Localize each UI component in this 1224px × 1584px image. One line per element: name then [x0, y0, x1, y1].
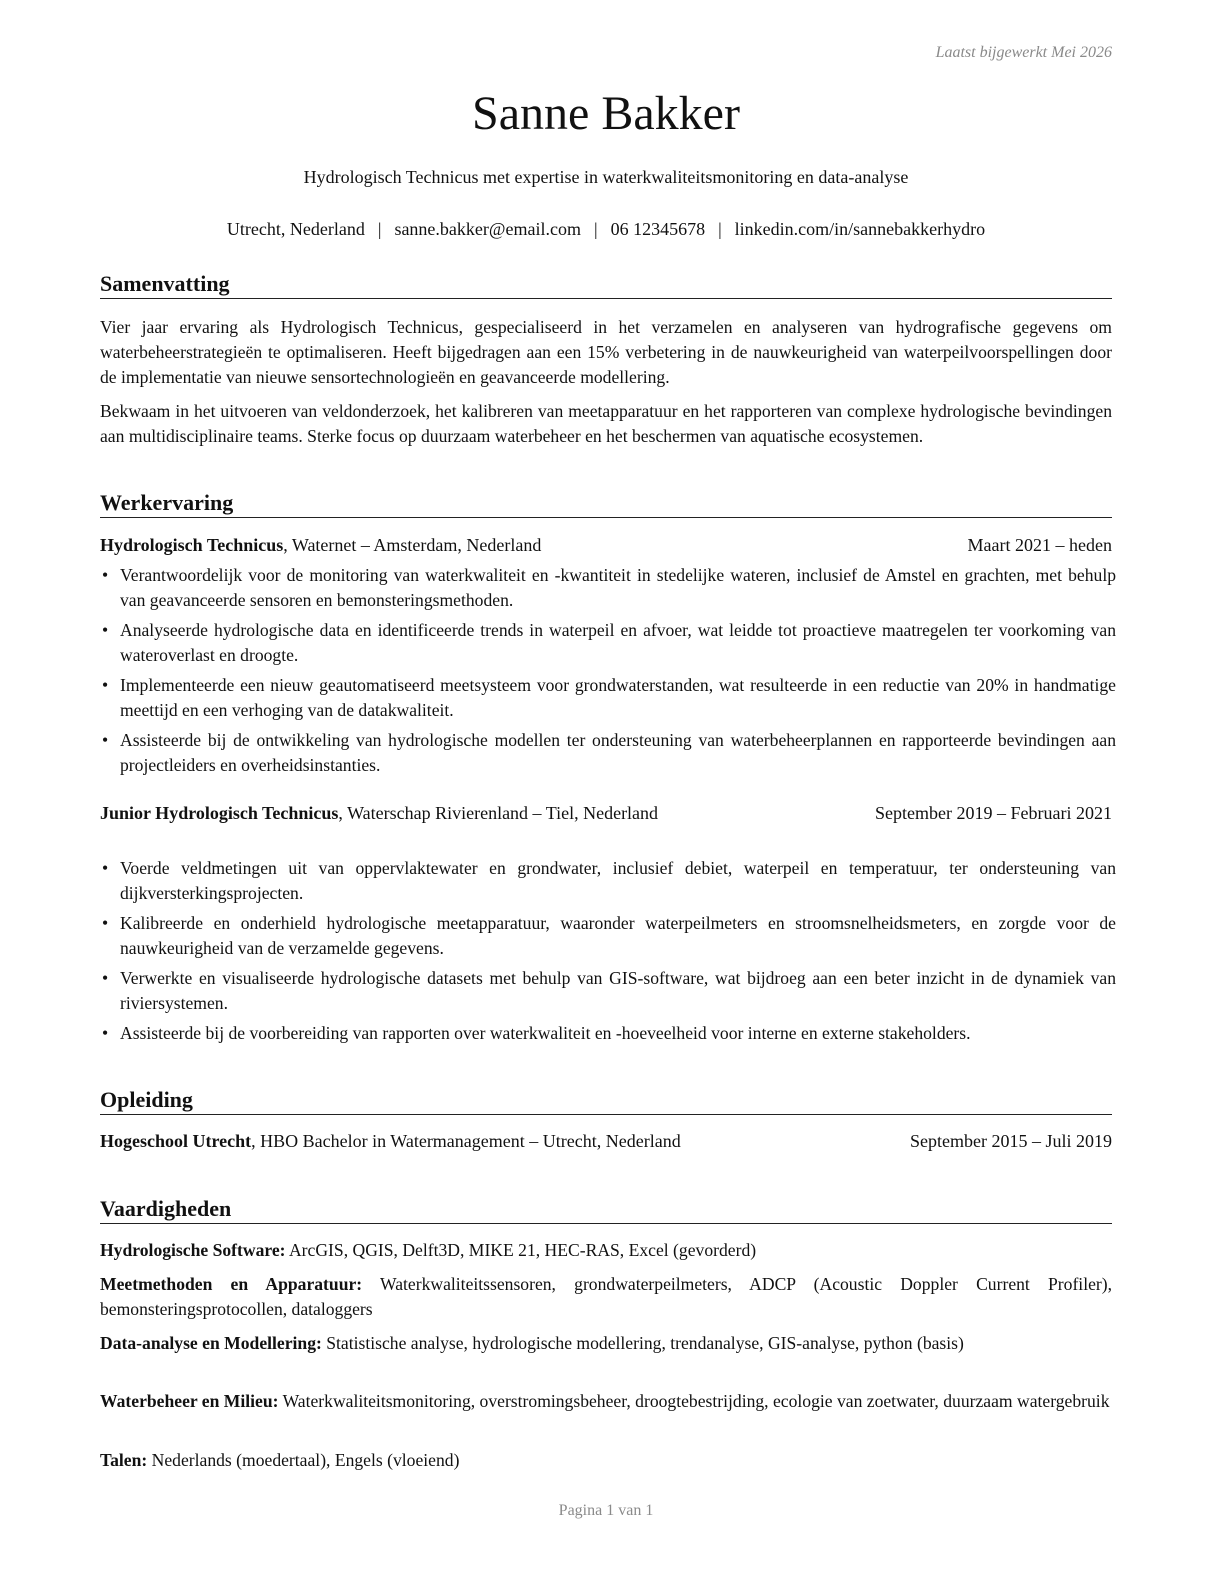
list-item: • Voerde veldmetingen uit van oppervlaktewater en grondwater, inclusief debiet, waterpeil en temperatuur, ter ondersteuning van dijkversterkingsprojecten. — [102, 858, 1116, 903]
phone: 06 12345678 — [610, 219, 706, 239]
list-item: • Implementeerde een nieuw geautomatiseerd meetsysteem voor grondwaterstanden, wat resulteerde in een reductie van 20% in handmatige meettijd en een verhoging van de datakwaliteit. — [102, 675, 1116, 720]
skill-line: Data-analyse en Modellering: Statistische analyse, hydrologische modellering, trendanalyse, GIS-analyse, python (basis) — [100, 1333, 964, 1353]
separator: | — [718, 219, 722, 239]
job-role: Hydrologisch Technicus — [100, 535, 284, 555]
job-bullets — [100, 856, 1116, 1051]
job-dates: September 2019 – Februari 2021 — [875, 803, 1112, 823]
resume-page — [100, 0, 1116, 1584]
bullet-icon: • — [102, 565, 109, 585]
section-title-education: Opleiding — [100, 1088, 1112, 1115]
page-number: Pagina 1 van 1 — [558, 1502, 654, 1519]
headline: Hydrologisch Technicus met expertise in waterkwaliteitsmonitoring en data-analyse — [303, 167, 909, 187]
section-title-skills: Vaardigheden — [100, 1197, 1112, 1224]
skill-line: Talen: Nederlands (moedertaal), Engels (vloeiend) — [100, 1450, 460, 1470]
list-item: • Verantwoordelijk voor de monitoring van waterkwaliteit en -kwantiteit in stedelijke wateren, inclusief de Amstel en grachten, met behulp van geavanceerde sensoren en bemonsteringsmethoden. — [102, 565, 1116, 610]
last-updated: Laatst bijgewerkt Mei 2026 — [935, 44, 1112, 61]
contact-line — [100, 219, 1112, 240]
separator: | — [377, 219, 382, 239]
section-title-experience: Werkervaring — [100, 491, 1112, 518]
education-header — [100, 1129, 1112, 1179]
bullet-icon: • — [102, 968, 109, 988]
email-link[interactable]: sanne.bakker@email.com — [394, 219, 581, 239]
education-dates: September 2015 – Juli 2019 — [910, 1131, 1112, 1151]
list-item: • Verwerkte en visualiseerde hydrologische datasets met behulp van GIS-software, wat bijdroeg aan een beter inzicht in de dynamiek van riviersystemen. — [102, 968, 1116, 1013]
job-org: , Waternet – Amsterdam, Nederland — [283, 535, 542, 555]
bullet-icon: • — [102, 675, 109, 695]
school-name: Hogeschool Utrecht — [100, 1131, 252, 1151]
list-item: • Assisteerde bij de voorbereiding van rapporten over waterkwaliteit en -hoeveelheid voor interne en externe stakeholders. — [100, 1021, 1116, 1046]
summary-paragraph: Bekwaam in het uitvoeren van veldonderzoek, het kalibreren van meetapparatuur en het rapporteren van complexe hydrologische bevindingen aan multidisciplinaire teams. Sterke focus op duurzaam waterbeheer en het beschermen van aquatische ecosystemen. — [100, 401, 1112, 446]
location: Utrecht, Nederland — [226, 219, 365, 239]
bullet-icon: • — [102, 620, 109, 640]
list-item: • Kalibreerde en onderhield hydrologische meetapparatuur, waaronder waterpeilmeters en stroomsnelheidsmeters, en zorgde voor de nauwkeurigheid van de verzamelde gegevens. — [102, 913, 1116, 958]
bullet-icon: • — [102, 858, 109, 878]
skill-line: Meetmethoden en Apparatuur: Waterkwaliteitssensoren, grondwaterpeilmeters, ADCP (Acoustic Doppler Current Profiler), bemonsteringsprotocollen, dataloggers — [100, 1274, 1113, 1319]
person-name: Sanne Bakker — [472, 87, 740, 140]
summary-paragraph: Vier jaar ervaring als Hydrologisch Technicus, gespecialiseerd in het verzamelen en analyseren van hydrografische gegevens om waterbeheerstrategieën te optimaliseren. Heeft bijgedragen aan een 15% verbetering in de nauwkeurigheid van waterpeilvoorspellingen door de implementatie van nieuwe sensortechnologieën en geavanceerde modellering. — [100, 317, 1112, 387]
section-title-summary: Samenvatting — [100, 272, 1112, 299]
bullet-icon: • — [102, 1023, 109, 1043]
job-header — [100, 801, 1112, 851]
separator: | — [593, 219, 598, 239]
program: , HBO Bachelor in Watermanagement – Utrecht, Nederland — [251, 1131, 681, 1151]
job-bullets — [100, 563, 1116, 783]
list-item: • Analyseerde hydrologische data en identificeerde trends in waterpeil en afvoer, wat leidde tot proactieve maatregelen ter voorkoming van wateroverlast en droogte. — [102, 620, 1116, 665]
linkedin-link[interactable]: linkedin.com/in/sannebakkerhydro — [734, 219, 986, 239]
job-org: , Waterschap Rivierenland – Tiel, Nederland — [338, 803, 659, 823]
job-role: Junior Hydrologisch Technicus — [100, 803, 339, 823]
bullet-icon: • — [102, 913, 109, 933]
list-item: • Assisteerde bij de ontwikkeling van hydrologische modellen ter ondersteuning van waterbeheerplannen en rapporteerde bevindingen aan projectleiders en overheidsinstanties. — [102, 730, 1116, 775]
skill-line: Waterbeheer en Milieu: Waterkwaliteitsmonitoring, overstromingsbeheer, droogtebestrijding, ecologie van zoetwater, duurzaam watergebruik — [100, 1391, 1110, 1411]
bullet-icon: • — [102, 730, 109, 750]
skill-line: Hydrologische Software: ArcGIS, QGIS, Delft3D, MIKE 21, HEC-RAS, Excel (gevorderd) — [100, 1240, 757, 1260]
job-dates: Maart 2021 – heden — [967, 535, 1112, 555]
